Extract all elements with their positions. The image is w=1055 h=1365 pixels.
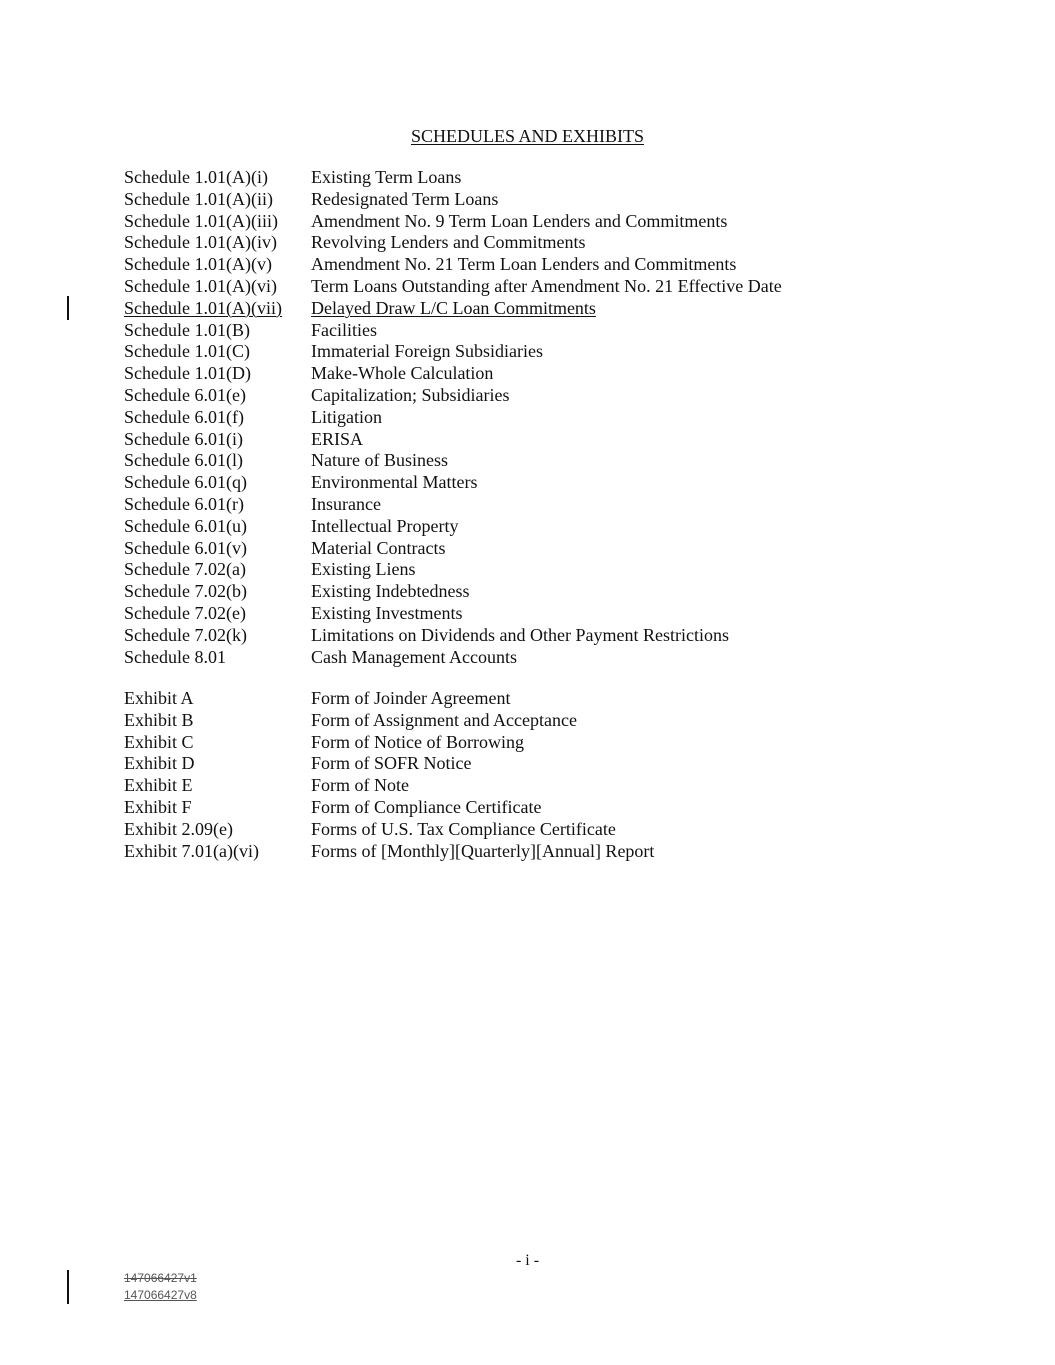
schedule-description: Existing Term Loans xyxy=(311,167,462,187)
schedule-row xyxy=(124,472,944,494)
schedule-code: Schedule 6.01(u) xyxy=(124,515,247,536)
schedule-row xyxy=(124,450,944,472)
schedule-description: Insurance xyxy=(311,493,381,514)
exhibit-description: Forms of U.S. Tax Compliance Certificate xyxy=(311,818,616,839)
schedule-description: Capitalization; Subsidiaries xyxy=(311,384,510,405)
exhibit-code: Exhibit 7.01(a)(vi) xyxy=(124,840,259,861)
schedule-row xyxy=(124,603,944,625)
schedule-description: Existing Liens xyxy=(311,559,416,580)
page-title: SCHEDULES AND EXHIBITS xyxy=(410,126,644,146)
exhibit-row xyxy=(124,841,944,863)
schedule-code: Schedule 1.01(A)(i) xyxy=(124,167,268,187)
schedule-code: Schedule 1.01(A)(iii) xyxy=(124,210,278,231)
schedule-description: Redesignated Term Loans xyxy=(311,188,499,209)
schedule-description: Limitations on Dividends and Other Payment Restrictions xyxy=(311,624,729,645)
schedule-row xyxy=(124,189,944,211)
doc-id-inserted: 147066427v8 xyxy=(124,1288,197,1302)
schedule-description: Make-Whole Calculation xyxy=(311,363,494,384)
schedule-row xyxy=(124,211,944,233)
schedule-description: Term Loans Outstanding after Amendment No. 21 Effective Date xyxy=(311,275,782,296)
exhibit-row xyxy=(124,819,944,841)
schedule-description: Facilities xyxy=(311,319,377,340)
exhibit-code: Exhibit F xyxy=(124,796,192,817)
exhibit-code: Exhibit D xyxy=(124,753,195,774)
schedule-code: Schedule 1.01(C) xyxy=(124,341,250,362)
schedules-list xyxy=(124,167,944,668)
schedule-description: Intellectual Property xyxy=(311,515,459,536)
schedule-description: Litigation xyxy=(311,406,382,427)
schedule-row xyxy=(124,407,944,429)
schedule-code: Schedule 6.01(f) xyxy=(124,406,244,427)
exhibit-code: Exhibit C xyxy=(124,731,194,752)
schedule-code: Schedule 6.01(l) xyxy=(124,450,243,471)
schedule-code: Schedule 1.01(A)(vi) xyxy=(124,275,277,296)
schedule-code: Schedule 6.01(e) xyxy=(124,384,246,405)
schedule-code: Schedule 7.02(b) xyxy=(124,581,247,602)
schedule-code: Schedule 7.02(e) xyxy=(124,602,246,623)
schedule-code: Schedule 1.01(B) xyxy=(124,319,250,340)
schedule-row xyxy=(124,320,944,342)
exhibits-list xyxy=(124,688,944,862)
schedule-code: Schedule 1.01(A)(v) xyxy=(124,254,272,275)
footer-change-bar xyxy=(67,1270,69,1304)
exhibit-description: Form of Compliance Certificate xyxy=(311,796,542,817)
schedule-row xyxy=(124,538,944,560)
schedule-description: Material Contracts xyxy=(311,537,446,558)
schedule-row xyxy=(124,494,944,516)
schedule-row xyxy=(124,254,944,276)
schedule-code: Schedule 6.01(q) xyxy=(124,472,247,493)
schedule-description: Immaterial Foreign Subsidiaries xyxy=(311,341,543,362)
schedule-row xyxy=(124,516,944,538)
schedule-description: Cash Management Accounts xyxy=(311,646,517,667)
exhibit-row xyxy=(124,775,944,797)
exhibit-description: Form of Assignment and Acceptance xyxy=(311,709,577,730)
schedule-row xyxy=(124,363,944,385)
schedule-description: Existing Investments xyxy=(311,602,463,623)
schedule-row xyxy=(124,625,944,647)
exhibit-row xyxy=(124,710,944,732)
exhibit-description: Form of SOFR Notice xyxy=(311,753,472,774)
schedule-row xyxy=(124,167,944,189)
schedule-code: Schedule 6.01(v) xyxy=(124,537,247,558)
exhibit-description: Form of Joinder Agreement xyxy=(311,688,511,708)
schedule-code: Schedule 1.01(A)(ii) xyxy=(124,188,273,209)
schedule-code: Schedule 1.01(D) xyxy=(124,363,251,384)
exhibit-row xyxy=(124,688,944,710)
schedule-row xyxy=(124,232,944,254)
schedule-description: Existing Indebtedness xyxy=(311,581,470,602)
schedule-description: Environmental Matters xyxy=(311,472,478,493)
schedule-description: Revolving Lenders and Commitments xyxy=(311,232,586,253)
schedule-description: ERISA xyxy=(311,428,364,449)
schedule-row xyxy=(124,341,944,363)
schedule-code: Schedule 6.01(i) xyxy=(124,428,243,449)
page-number: - i - xyxy=(515,1252,540,1269)
exhibit-row xyxy=(124,732,944,754)
schedule-code: Schedule 7.02(a) xyxy=(124,559,246,580)
schedule-code: Schedule 1.01(A)(iv) xyxy=(124,232,277,253)
schedule-row xyxy=(124,429,944,451)
schedule-row xyxy=(124,581,944,603)
schedule-code: Schedule 6.01(r) xyxy=(124,493,244,514)
schedule-description: Amendment No. 9 Term Loan Lenders and Commitments xyxy=(311,210,728,231)
revision-change-bar xyxy=(67,296,69,320)
exhibit-description: Form of Notice of Borrowing xyxy=(311,731,524,752)
schedule-code: Schedule 8.01 xyxy=(124,646,226,667)
exhibit-row xyxy=(124,797,944,819)
doc-id-deleted: 147066427v1 xyxy=(124,1271,197,1285)
exhibit-description: Forms of [Monthly][Quarterly][Annual] Report xyxy=(311,840,655,861)
schedule-row-revised xyxy=(124,298,944,320)
schedule-description: Nature of Business xyxy=(311,450,448,471)
schedule-row xyxy=(124,385,944,407)
exhibit-code: Exhibit 2.09(e) xyxy=(124,818,233,839)
schedule-code: Schedule 7.02(k) xyxy=(124,624,247,645)
schedule-description: Delayed Draw L/C Loan Commitments xyxy=(311,297,596,318)
schedule-code: Schedule 1.01(A)(vii) xyxy=(124,297,282,318)
exhibit-code: Exhibit A xyxy=(124,688,194,708)
exhibit-description: Form of Note xyxy=(311,775,409,796)
exhibit-code: Exhibit B xyxy=(124,709,194,730)
exhibit-code: Exhibit E xyxy=(124,775,193,796)
schedule-description: Amendment No. 21 Term Loan Lenders and Commitments xyxy=(311,254,737,275)
schedule-row xyxy=(124,647,944,669)
schedule-row xyxy=(124,559,944,581)
exhibit-row xyxy=(124,753,944,775)
schedule-row xyxy=(124,276,944,298)
